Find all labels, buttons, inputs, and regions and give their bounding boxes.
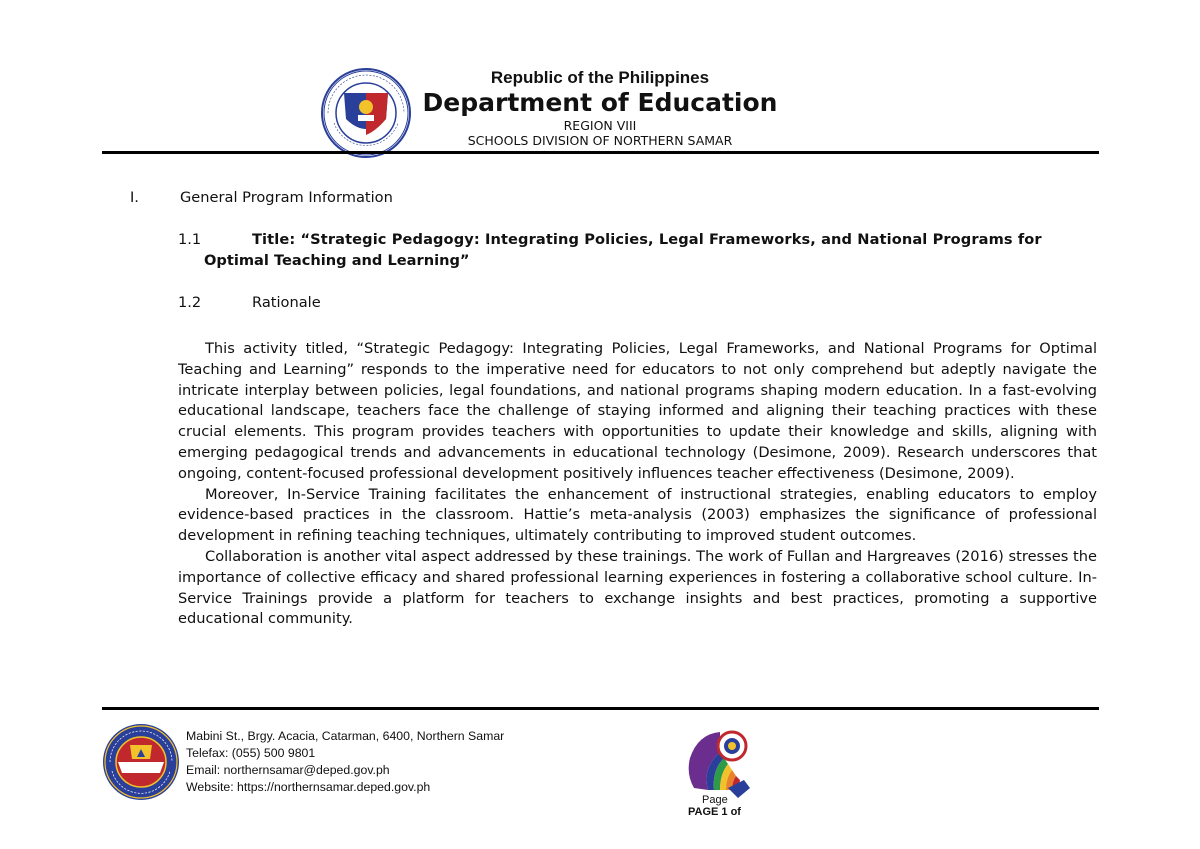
division-line: SCHOOLS DIVISION OF NORTHERN SAMAR [467,133,733,148]
subsection-title: Rationale [252,294,321,311]
page-number: PAGE 1 of [688,806,741,815]
subsection-number: 1.1 [178,231,202,248]
section-title: General Program Information [180,189,393,206]
paragraph: Collaboration is another vital aspect addressed by these trainings. The work of Fullan and Hargreaves (2016) stresses the importance of collective efficacy and shared professional learning experiences in fostering a collaborative school culture. In-Service Trainings provide a platform for teachers to exchange insights and best practices, promoting a supportive educational community. [178,547,1097,628]
paragraph: Moreover, In-Service Training facilitates the enhancement of instructional strategies, enabling educators to employ evidence-based practices in the classroom. Hattie’s meta-analysis (2003) emphasizes the significance of professional development in refining teaching techniques, ultimately contributing to improved student outcomes. [178,485,1097,545]
subsection-title-block [130,229,1097,271]
deped-seal-icon [320,67,412,159]
paragraph: This activity titled, “Strategic Pedagogy: Integrating Policies, Legal Frameworks, and National Programs for Optimal Teaching and Learning” responds to the imperative need for educators to not only comprehend but adeptly navigate the intricate interplay between policies, legal foundations, and national programs shaping modern education. In a fast-evolving educational landscape, teachers face the challenge of staying informed and aligning their teaching practices with these crucial elements. This program provides teachers with opportunities to update their knowledge and skills, aligning with emerging pedagogical trends and advancements in educational technology (Desimone, 2009). Research underscores that ongoing, content-focused professional development positively influences teacher effectiveness (Desimone, 2009). [178,340,1097,482]
document-body [130,188,1097,630]
department-title: Department of Education [422,88,778,117]
letterhead [400,68,800,148]
subsection-title-line1: Title: “Strategic Pedagogy: Integrating Policies, Legal Frameworks, and National Programs for [252,231,1042,248]
subsection-rationale-heading [130,292,1097,313]
website-line: Website: https://northernsamar.deped.gov.ph [186,780,431,794]
footer-divider [102,707,1099,710]
division-seal-icon [102,723,180,801]
rationale-text [130,339,1097,630]
address-line: Mabini St., Brgy. Acacia, Catarman, 6400, Northern Samar [186,729,505,743]
email-line: Email: northernsamar@deped.gov.ph [186,763,390,777]
contact-info [186,728,504,796]
section-heading [130,188,1097,208]
region-line: REGION VIII [563,118,637,133]
telefax-line: Telefax: (055) 500 9801 [186,746,316,760]
page-label: Page [702,794,728,806]
header-divider [102,151,1099,154]
section-number: I. [130,189,139,206]
subsection-number: 1.2 [178,294,202,311]
republic-line: Republic of the Philippines [490,68,710,87]
subsection-title-line2: Optimal Teaching and Learning” [204,252,470,269]
